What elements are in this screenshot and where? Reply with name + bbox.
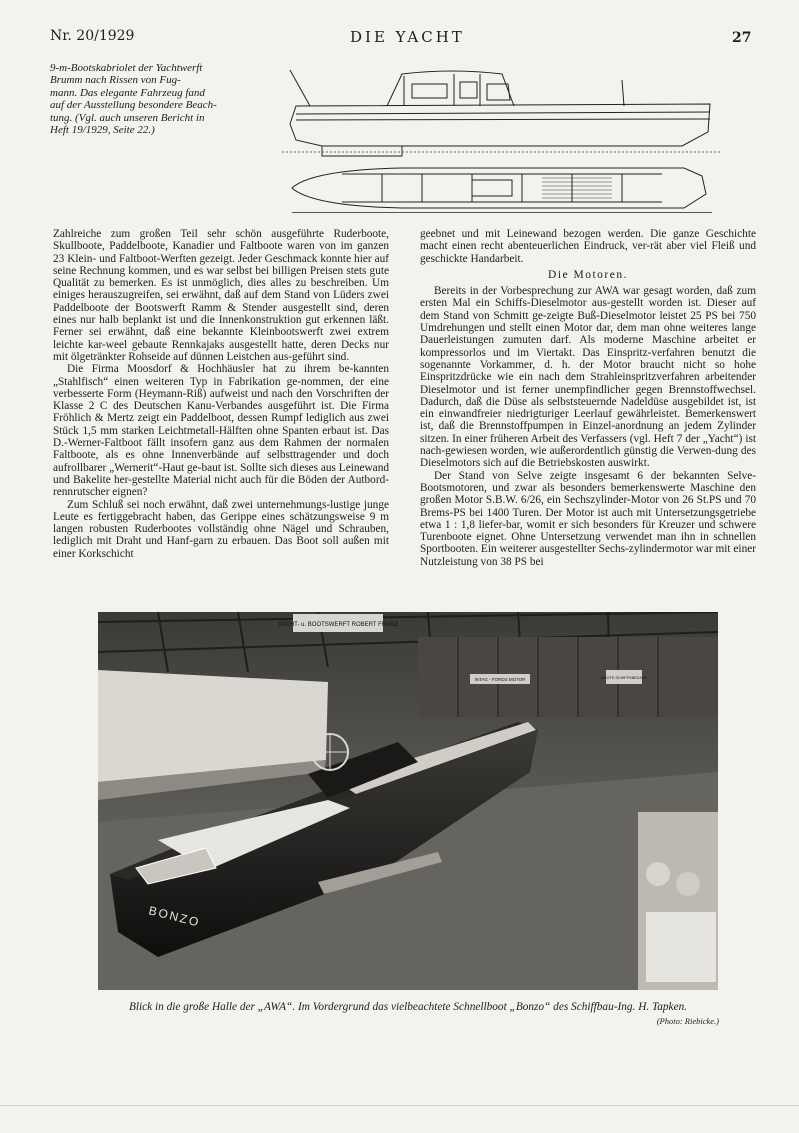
- caption-line: 9-m-Bootskabriolet der Yachtwerft: [50, 62, 203, 74]
- photo-sign-motor: INTAG - FORDS MOTOR: [474, 677, 526, 682]
- photo-sign-werft: YACHT- u. BOOTSWERFT ROBERT FRANZ: [277, 622, 399, 628]
- issue-number: Nr. 20/1929: [50, 28, 135, 44]
- article-paragraph: Die Firma Moosdorf & Hochhäusler hat zu ihrem be-kannten „Stahlfisch“ einen weiteren Typ in Fabrikation ge-nommen, der eine verbesserte Form (Heymann-Riß) aufweist und nach den Vorschriften der Klasse 2 C des Deutschen Kanu-Verbandes ausgeführt ist. Die Firma Fröhlich & Mertz zeigt ein Paddelboot, dessen Rumpf lediglich aus zwei Stück 1,5 mm starken Leichtmetall-Hälften ohne Spanten erbaut ist. Das D.-Werner-Faltboot fällt insofern ganz aus dem Rahmen der normalen Faltboote, als es ohne Innenverbände auf selbsttragender und doch aufrollbarer „Wernerit“-Haut ge-baut ist. Sollte sich dieses aus Leinewand und Bakelite her-gestellte Material nicht auch für die Böden der Autbord-rennrutscher eignen?: [53, 363, 389, 499]
- drawing-caption: [50, 62, 255, 136]
- exhibition-hall-photo: [98, 612, 718, 990]
- caption-line: auf der Ausstellung besondere Beach-: [50, 99, 217, 112]
- boat-name-label: BONZO: [147, 903, 202, 930]
- article-right-column: [420, 228, 756, 568]
- boat-cabriolet-drawing: [282, 62, 722, 222]
- photo-sign-bedarf: BOOTE SCHIFFSBEDARF: [601, 676, 647, 680]
- photo-credit: (Photo: Riebicke.): [656, 1016, 719, 1026]
- caption-line: tung. (Vgl. auch unseren Bericht in: [50, 111, 205, 124]
- article-paragraph: Zum Schluß sei noch erwähnt, daß zwei unternehmungs-lustige junge Leute es fertiggebracht haben, das Gerippe eines schätzungsweise 9 m langen robusten Ruderbootes vollständig ohne Nägel und Schrauben, lediglich mit Draht und Hanf-garn zu erbauen. Das Boot soll außen mit einer Korkschicht: [53, 498, 389, 560]
- section-heading: Die Motoren.: [548, 268, 628, 281]
- page-number: 27: [732, 30, 752, 46]
- magazine-title: DIE YACHT: [350, 28, 465, 46]
- caption-line: mann. Das elegante Fahrzeug fand: [50, 86, 205, 99]
- caption-line: Heft 19/1929, Seite 22.): [50, 124, 155, 137]
- article-left-column: [53, 228, 389, 560]
- page-edge-line: [0, 1105, 799, 1106]
- article-paragraph: geebnet und mit Leinewand bezogen werden. Die ganze Geschichte macht einen recht abenteuerlichen Eindruck, ver-rät aber viel Fleiß und geschickte Handarbeit.: [420, 228, 756, 265]
- article-paragraph: Der Stand von Selve zeigte insgesamt 6 der bekannten Selve-Bootsmotoren, und zwar als besonders bemerkenswerte Maschine den großen Motor S.B.W. 6/26, ein Sechszylinder-Motor von 26 St.PS und 70 Brems-PS bei 1400 Turen. Der Motor ist auch mit Untersetzungsgetriebe etwa 1 : 1,8 liefer-bar, womit er sich besonders für Kreuzer und schwere Turenboote eignet. Ohne Untersetzung verwendet man ihn in schnellen Sportbooten. Ein weiterer ausgestellter Sechs-zylindermotor war mit einer Nutzleistung von 38 PS bei: [420, 469, 756, 568]
- photo-caption: Blick in die große Halle der „AWA“. Im Vordergrund das vielbeachtete Schnellboot „Bonzo“ des Schiffbau-Ing. H. Tapken.: [128, 1001, 688, 1013]
- caption-line: Brumm nach Rissen von Fug-: [50, 74, 181, 87]
- article-paragraph: Bereits in der Vorbesprechung zur AWA war gesagt worden, daß zum ersten Mal ein Schiffs-Dieselmotor aus-gestellt worden ist. Dieser auf dem Stand von Schmitt ge-zeigte Buß-Dieselmotor leistet 25 PS bei 750 Umdrehungen und stellt einen Motor dar, dem man ohne weiteres lange Dauerleistungen zumuten darf. Als moderne Maschine arbeitet er kompressorlos und im Viertakt. Das Einspritz-verfahren benutzt die sogenannte Vorkammer, d. h. der Motor braucht nicht so hohe Einspritzdrücke wie ein nach dem Strahleinspritzverfahren arbeitender Dieselmotor und ist ferner unempfindlicher gegen Brennstoffwechsel. Dadurch, daß die Düse als selbststeuernde Nadeldüse ausgebildet ist, ist ein einwandfreier niedrigturiger Leerlauf gewährleistet. Bemerkenswert ist, daß die Brennstoffpumpen in Einzel-anordnung an jedem Zylinder sitzen. In einer früheren Arbeit des Verfassers (vgl. Heft 7 der „Yacht“) ist nach-gewiesen worden, wie außerordentlich günstig die Verwen-dung des Dieselmotors sich auf die Betriebskosten auswirkt.: [420, 285, 756, 470]
- article-paragraph: Zahlreiche zum großen Teil sehr schön ausgeführte Ruderboote, Skullboote, Paddelboote, Kanadier und Faltboote waren von im ganzen 23 Klein- und Faltboot-Werften gezeigt. Jeder Geschmack konnte hier auf seine Rechnung kommen, und es war selbst bei billigen Preisen stets gute Qualität zu bemerken. Es ist unmöglich, dies alles zu beschreiben. Um einiges herauszugreifen, sei erwähnt, daß auf dem Stand von Lüders zwei Paddelboote der Bootswerft Ramm & Stender ausgestellt sind, deren eines nur halb beplankt ist und die Innenkonstruktion gut erkennen läßt. Ferner sei erwähnt, daß eine bekannte Kleinbootswerft zwei extrem leichte kar-weel gebaute Rennkajaks ausgestellt hatte, deren Decks nur mit ölgetränkter Rohseide auf dünnen Leistchen aus-geführt sind.: [53, 228, 389, 363]
